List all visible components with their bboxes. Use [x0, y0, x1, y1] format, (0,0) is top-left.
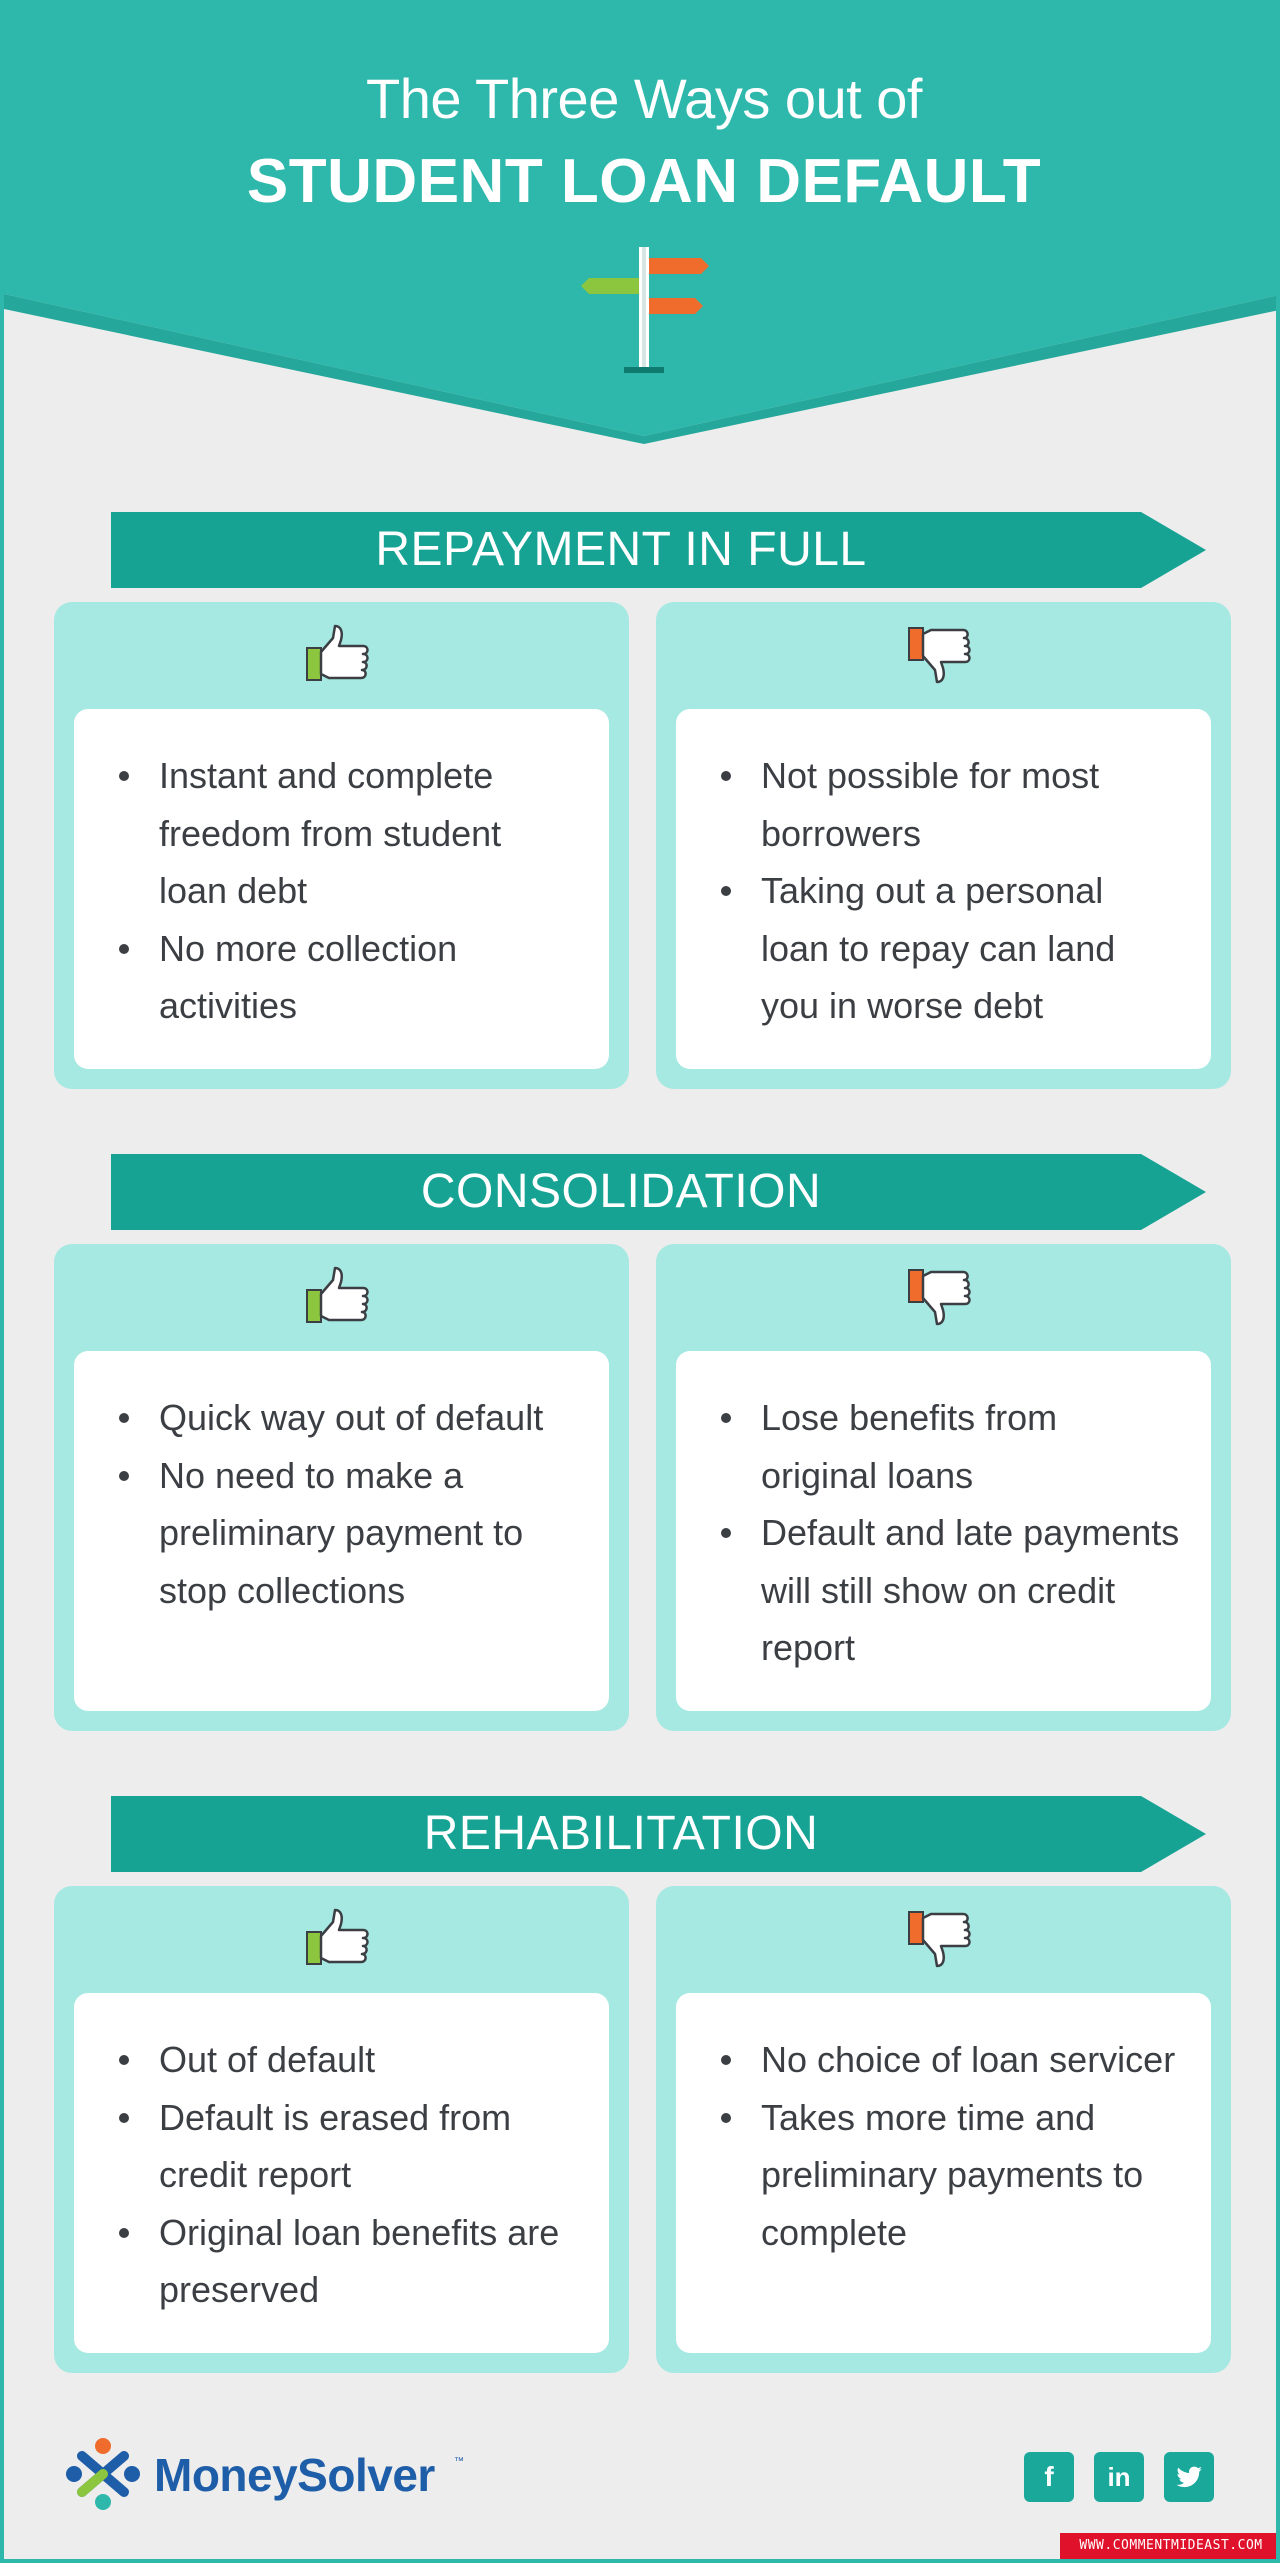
logo-mark-icon [62, 2434, 144, 2514]
twitter-bird-icon [1164, 2452, 1214, 2502]
thumbs-down-icon [901, 1264, 981, 1328]
con-item: Default and late payments will still show on credit report [716, 1504, 1181, 1677]
con-item: No choice of loan servicer [716, 2031, 1181, 2089]
pro-item: Instant and complete freedom from student loan debt [114, 747, 579, 920]
con-item: Lose benefits from original loans [716, 1389, 1181, 1504]
pros-list [74, 1993, 609, 2353]
thumbs-down-icon [901, 1906, 981, 1970]
cons-list [676, 1993, 1211, 2353]
title-line-2: STUDENT LOAN DEFAULT [246, 147, 1042, 216]
cons-card [656, 602, 1231, 1089]
cons-list [676, 1351, 1211, 1711]
pro-item: No more collection activities [114, 920, 579, 1035]
trademark: ™ [454, 2456, 464, 2467]
section-banner [111, 1796, 1206, 1872]
pro-item: Quick way out of default [114, 1389, 579, 1447]
pros-card [54, 1244, 629, 1731]
facebook-icon[interactable]: f [1024, 2452, 1074, 2502]
con-item: Takes more time and preliminary payments to complete [716, 2089, 1181, 2262]
thumbs-up-icon [299, 622, 379, 686]
section-title: CONSOLIDATION [420, 1165, 822, 1218]
thumbs-down-icon [901, 622, 981, 686]
con-item: Taking out a personal loan to repay can land you in worse debt [716, 862, 1181, 1035]
pro-item: Original loan benefits are preserved [114, 2204, 579, 2319]
cons-card [656, 1886, 1231, 2373]
con-item: Not possible for most borrowers [716, 747, 1181, 862]
moneysolver-logo[interactable] [62, 2434, 482, 2514]
pros-list [74, 1351, 609, 1711]
pros-list [74, 709, 609, 1069]
brand-name: MoneySolver [154, 2449, 435, 2501]
thumbs-up-icon [299, 1906, 379, 1970]
cons-card [656, 1244, 1231, 1731]
pros-card [54, 1886, 629, 2373]
linkedin-icon[interactable]: in [1094, 2452, 1144, 2502]
pros-card [54, 602, 629, 1089]
section-banner [111, 1154, 1206, 1230]
pro-item: Out of default [114, 2031, 579, 2089]
section-title: REHABILITATION [423, 1807, 819, 1860]
section-banner [111, 512, 1206, 588]
pro-item: No need to make a preliminary payment to stop collections [114, 1447, 579, 1620]
cons-list [676, 709, 1211, 1069]
watermark: WWW.COMMENTMIDEAST.COM [1060, 2533, 1280, 2559]
thumbs-up-icon [299, 1264, 379, 1328]
title-line-1: The Three Ways out of [366, 67, 922, 130]
pro-item: Default is erased from credit report [114, 2089, 579, 2204]
twitter-icon[interactable] [1164, 2452, 1214, 2502]
signpost-icon [579, 242, 714, 377]
section-title: REPAYMENT IN FULL [375, 523, 867, 576]
